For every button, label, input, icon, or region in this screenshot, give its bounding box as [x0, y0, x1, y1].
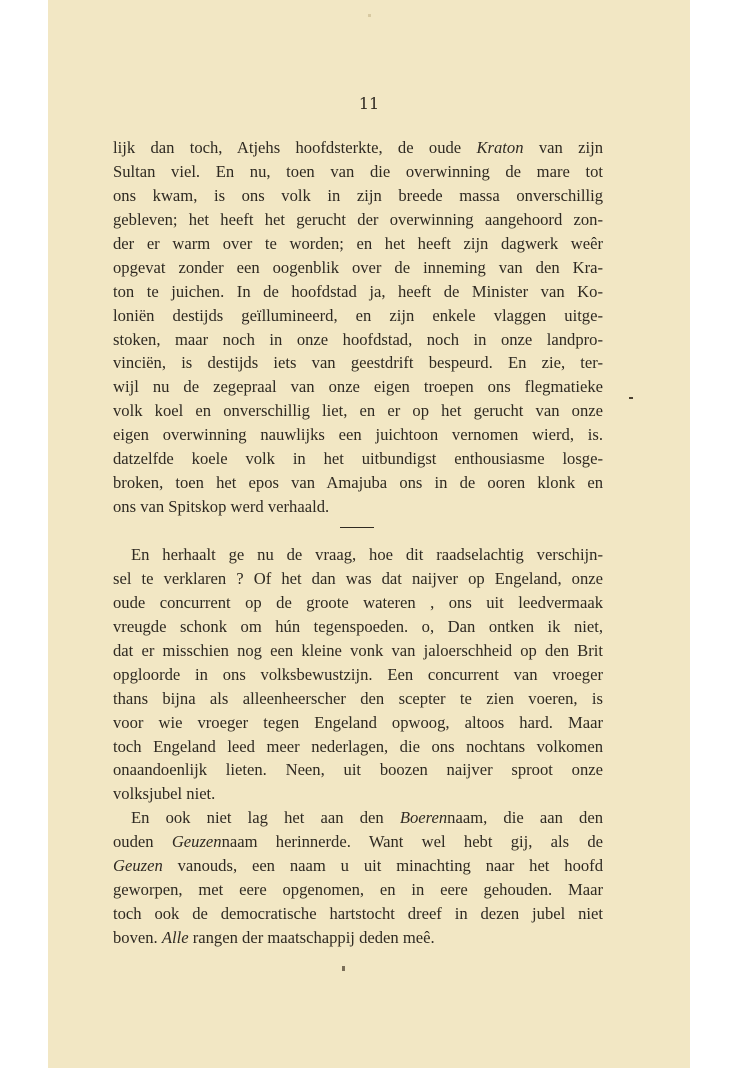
page-text	[113, 136, 603, 950]
text-line: geworpen, met eere opgenomen, en in eere gehouden. Maar	[113, 880, 603, 900]
text-line: toch Engeland leed meer nederlagen, die ons nochtans volkomen	[113, 736, 603, 756]
text-line: En herhaalt ge nu de vraag, hoe dit raadselachtig verschijn-	[131, 545, 603, 564]
paper-speck	[368, 14, 371, 17]
text-line: ons kwam, is ons volk in zijn breede massa onverschillig	[113, 185, 603, 205]
text-line: vreugde schonk om hún tegenspoeden. o, Dan ontken ik niet,	[113, 616, 603, 636]
text-line: onaandoenlijk lieten. Neen, uit boozen naijver sproot onze	[113, 760, 603, 780]
text-line: lijk dan toch, Atjehs hoofdsterkte, de oude Kraton van zijn	[113, 138, 603, 157]
text-line: opgloorde in ons volksbewustzijn. Een concurrent van vroeger	[113, 664, 603, 684]
text-line: boven. Alle rangen der maatschappij deden meê.	[113, 928, 435, 947]
text-line: broken, toen het epos van Amajuba ons in de ooren klonk en	[113, 473, 603, 493]
text-line: dat er misschien nog een kleine vonk van jaloerschheid op den Brit	[113, 640, 603, 660]
text-line: En ook niet lag het aan den Boerennaam, die aan den	[131, 808, 603, 828]
page-number: 11	[358, 94, 380, 113]
text-line: toch ook de democratische hartstocht dreef in dezen jubel niet	[113, 904, 603, 924]
text-line: oude concurrent op de groote wateren , ons uit leedvermaak	[113, 592, 603, 612]
text-line: datzelfde koele volk in het uitbundigst enthousiasme losge-	[113, 449, 603, 469]
text-line: volksjubel niet.	[113, 784, 216, 804]
text-line: opgevat zonder een oogenblik over de inneming van den Kra-	[113, 257, 603, 277]
text-line: loniën destijds geïllumineerd, en zijn enkele vlaggen uitge-	[113, 305, 603, 325]
text-line: gebleven; het heeft het gerucht der overwinning aangehoord zon-	[113, 209, 603, 229]
text-line: ton te juichen. In de hoofdstad ja, heeft de Minister van Ko-	[113, 281, 603, 301]
text-line: wijl nu de zegepraal van onze eigen troepen ons flegmatieke	[113, 377, 603, 397]
text-line: ons van Spitskop werd verhaald.	[113, 497, 330, 517]
text-line: stoken, maar noch in onze hoofdstad, noch in onze landpro-	[113, 329, 603, 349]
book-page	[48, 0, 690, 1068]
text-line: voor wie vroeger tegen Engeland opwoog, altoos hard. Maar	[113, 712, 603, 732]
text-line: der er warm over te worden; en het heeft zijn dagwerk weêr	[113, 233, 603, 253]
text-line: Sultan viel. En nu, toen van die overwinning de mare tot	[113, 161, 603, 181]
text-line: thans bijna als alleenheerscher den scepter te zien voeren, is	[113, 688, 603, 708]
text-line: vinciën, is destijds iets van geestdrift bespeurd. En zie, ter-	[113, 353, 603, 373]
text-line: sel te verklaren ? Of het dan was dat naijver op Engeland, onze	[113, 568, 603, 588]
section-divider	[113, 519, 603, 539]
text-line: ouden Geuzennaam herinnerde. Want wel hebt gij, als de	[113, 832, 603, 852]
text-line: eigen overwinning nauwlijks een juichtoon vernomen wierd, is.	[113, 425, 603, 445]
text-line: volk koel en onverschillig liet, en er op het gerucht van onze	[113, 401, 603, 421]
paper-speck	[342, 966, 345, 971]
text-line: Geuzen vanouds, een naam u uit minachting naar het hoofd	[113, 856, 603, 876]
margin-mark	[629, 397, 633, 399]
